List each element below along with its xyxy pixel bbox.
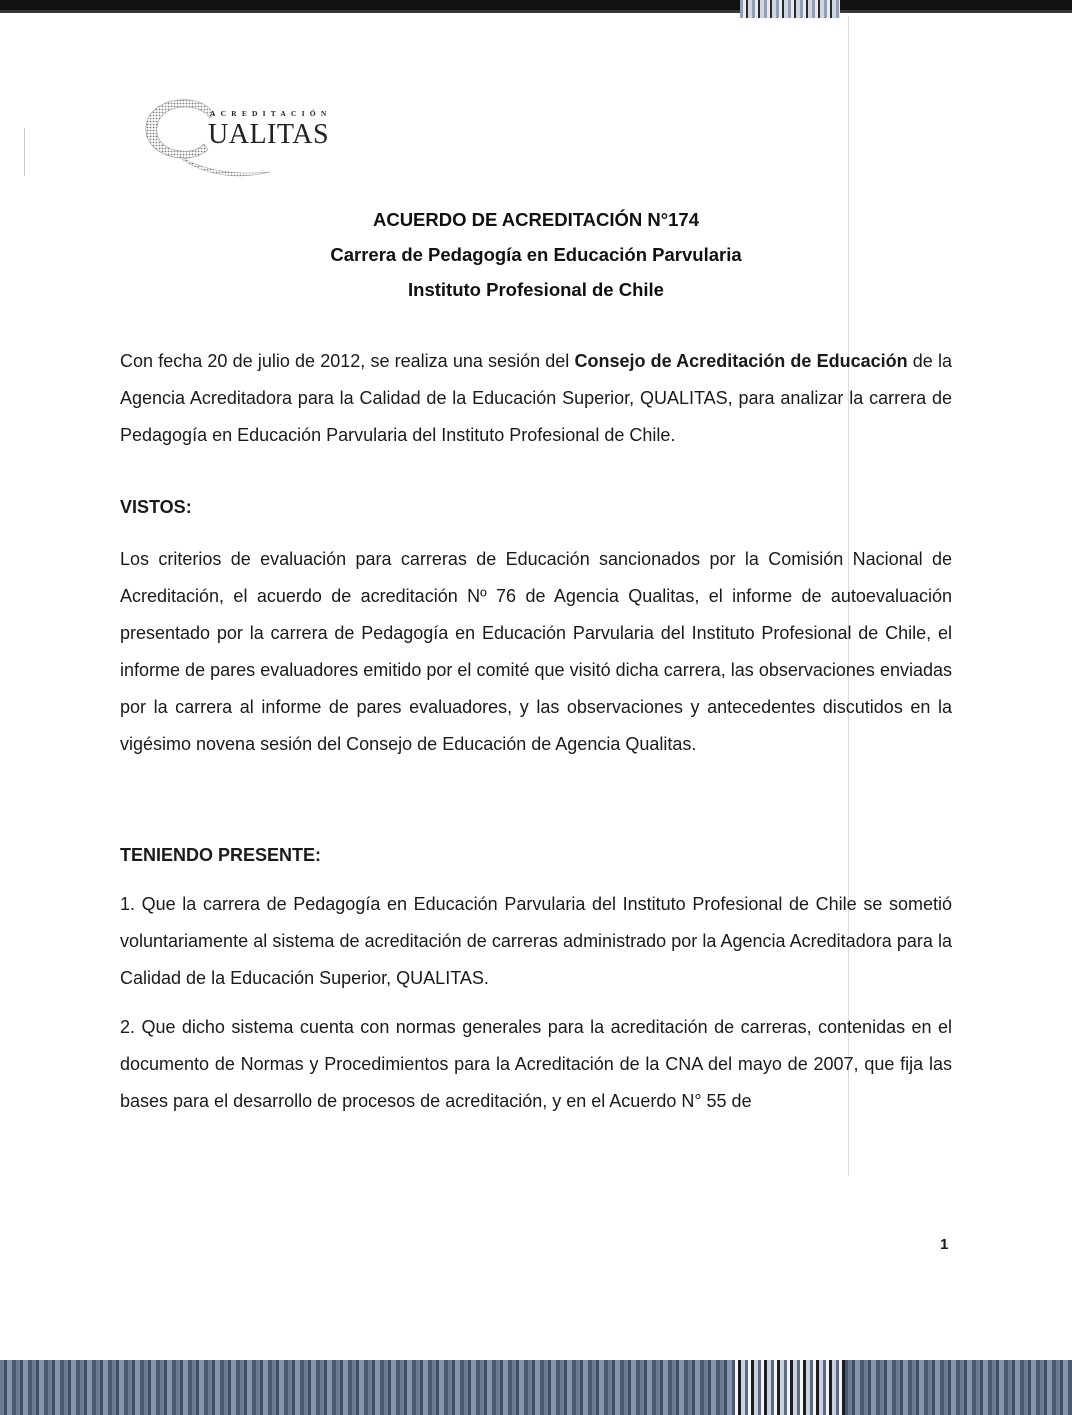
vistos-paragraph: Los criterios de evaluación para carreras de Educación sancionados por la Comisión Nacional de Acreditación, el acuerdo de acreditación Nº 76 de Agencia Qualitas, el informe de autoevaluación presentado por la carrera de Pedagogía en Educación Parvularia del Instituto Profesional de Chile, el informe de pares evaluadores emitido por el comité que visitó dicha carrera, las observaciones enviadas por la carrera al informe de pares evaluadores, y las observaciones y antecedentes discutidos en la vigésimo novena sesión del Consejo de Educación de Agencia Qualitas. xyxy=(120,549,952,754)
teniendo-item-1: 1. Que la carrera de Pedagogía en Educación Parvularia del Instituto Profesional de Chile se sometió voluntariamente al sistema de acreditación de carreras administrado por la Agencia Acreditadora para la Calidad de la Educación Superior, QUALITAS. xyxy=(120,894,952,988)
scan-glint-bottom xyxy=(735,1360,845,1415)
vistos-heading: VISTOS: xyxy=(120,497,192,517)
scan-edge-top xyxy=(0,0,1072,16)
intro-council-name: Consejo de Acreditación de Educación xyxy=(574,351,908,371)
title-institution: Instituto Profesional de Chile xyxy=(408,279,664,300)
intro-text-1: Con fecha 20 de julio de 2012, se realiza una sesión del xyxy=(120,351,575,371)
logo-top-text: ACREDITACIÓN xyxy=(210,109,332,118)
qualitas-logo xyxy=(128,84,348,184)
teniendo-item-2: 2. Que dicho sistema cuenta con normas generales para la acreditación de carreras, contenidas en el documento de Normas y Procedimientos para la Acreditación de la CNA del mayo de 2007, que fija las bases para el desarrollo de procesos de acreditación, y en el Acuerdo N° 55 de xyxy=(120,1017,952,1111)
intro-paragraph xyxy=(120,343,952,454)
scan-glint-top xyxy=(740,0,840,18)
logo-main-text: UALITAS xyxy=(208,119,330,150)
scan-margin-mark xyxy=(24,128,25,176)
document-title xyxy=(0,202,1072,307)
teniendo-presente-heading: TENIENDO PRESENTE: xyxy=(120,845,322,865)
title-agreement-number: ACUERDO DE ACREDITACIÓN N°174 xyxy=(372,209,700,230)
intro-text-2: de la Agencia Acreditadora para la Calidad de la Educación Superior, QUALITAS, para analizar la carrera de Pedagogía en Educación Parvularia del Instituto Profesional de Chile. xyxy=(120,351,952,445)
page-number: 1 xyxy=(940,1236,949,1253)
scan-edge-bottom xyxy=(0,1360,1072,1415)
title-program: Carrera de Pedagogía en Educación Parvularia xyxy=(330,244,742,265)
